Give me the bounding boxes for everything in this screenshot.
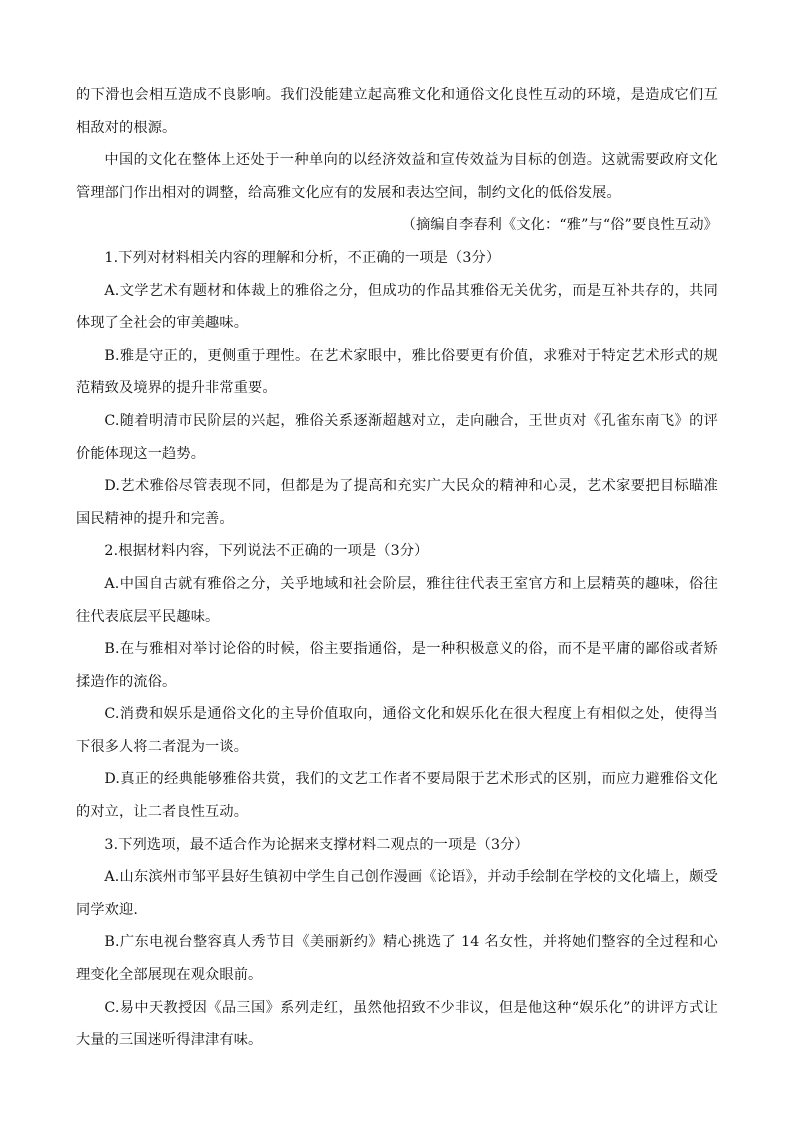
question-3 [76, 829, 718, 1057]
option-d: D.真正的经典能够雅俗共赏，我们的文艺工作者不要局限于艺术形式的区别，而应力避雅俗文化的对立，让二者良性互动。 [76, 771, 718, 821]
option-b: B.广东电视台整容真人秀节目《美丽新约》精心挑选了 14 名女性，并将她们整容的全过程和心理变化全部展现在观众眼前。 [76, 934, 718, 984]
option-a: A.中国自古就有雅俗之分，关乎地域和社会阶层，雅往往代表王室官方和上层精英的趣味，俗往往代表底层平民趣味。 [76, 575, 718, 625]
question-1 [76, 242, 718, 535]
question-stem: 1.下列对材料相关内容的理解和分析，不正确的一项是（3分） [104, 249, 501, 266]
option-d: D.艺术雅俗尽管表现不同，但都是为了提高和充实广大民众的精神和心灵，艺术家要把目标瞄准国民精神的提升和完善。 [76, 478, 718, 527]
option-c: C.随着明清市民阶层的兴起，雅俗关系逐渐超越对立，走向融合，王世贞对《孔雀东南飞》的评价能体现这一趋势。 [76, 412, 718, 462]
article-source: （摘编自李春利《文化：“雅”与“俗”要良性互动》 [401, 217, 718, 234]
question-stem: 2.根据材料内容，下列说法不正确的一项是（3分） [104, 543, 429, 560]
article-paragraph: 中国的文化在整体上还处于一种单向的以经济效益和宣传效益为目标的创造。这就需要政府文化管理部门作出相对的调整，给高雅文化应有的发展和表达空间，制约文化的低俗发展。 [76, 152, 718, 201]
document-body [76, 79, 718, 1057]
option-c: C.消费和娱乐是通俗文化的主导价值取向，通俗文化和娱乐化在很大程度上有相似之处，使得当下很多人将二者混为一谈。 [76, 706, 718, 755]
question-stem: 3.下列选项，最不适合作为论据来支撑材料二观点的一项是（3分） [104, 836, 529, 853]
article-paragraph: 的下滑也会相互造成不良影响。我们没能建立起高雅文化和通俗文化良性互动的环境，是造成它们互相敌对的根源。 [76, 87, 718, 136]
option-c: C.易中天教授因《品三国》系列走红，虽然他招致不少非议，但是他这种“娱乐化”的讲评方式让大量的三国迷听得津津有味。 [76, 999, 718, 1049]
option-a: A.山东滨州市邹平县好生镇初中学生自己创作漫画《论语》，并动手绘制在学校的文化墙上，颇受同学欢迎. [76, 869, 718, 918]
option-b: B.在与雅相对举讨论俗的时候，俗主要指通俗，是一种积极意义的俗，而不是平庸的鄙俗或者矫揉造作的流俗。 [76, 641, 718, 690]
option-a: A.文学艺术有题材和体裁上的雅俗之分，但成功的作品其雅俗无关优劣，而是互补共存的，共同体现了全社会的审美趣味。 [76, 282, 718, 332]
option-b: B.雅是守正的，更侧重于理性。在艺术家眼中，雅比俗要更有价值，求雅对于特定艺术形式的规范精致及境界的提升非常重要。 [76, 347, 718, 397]
question-2 [76, 535, 718, 828]
